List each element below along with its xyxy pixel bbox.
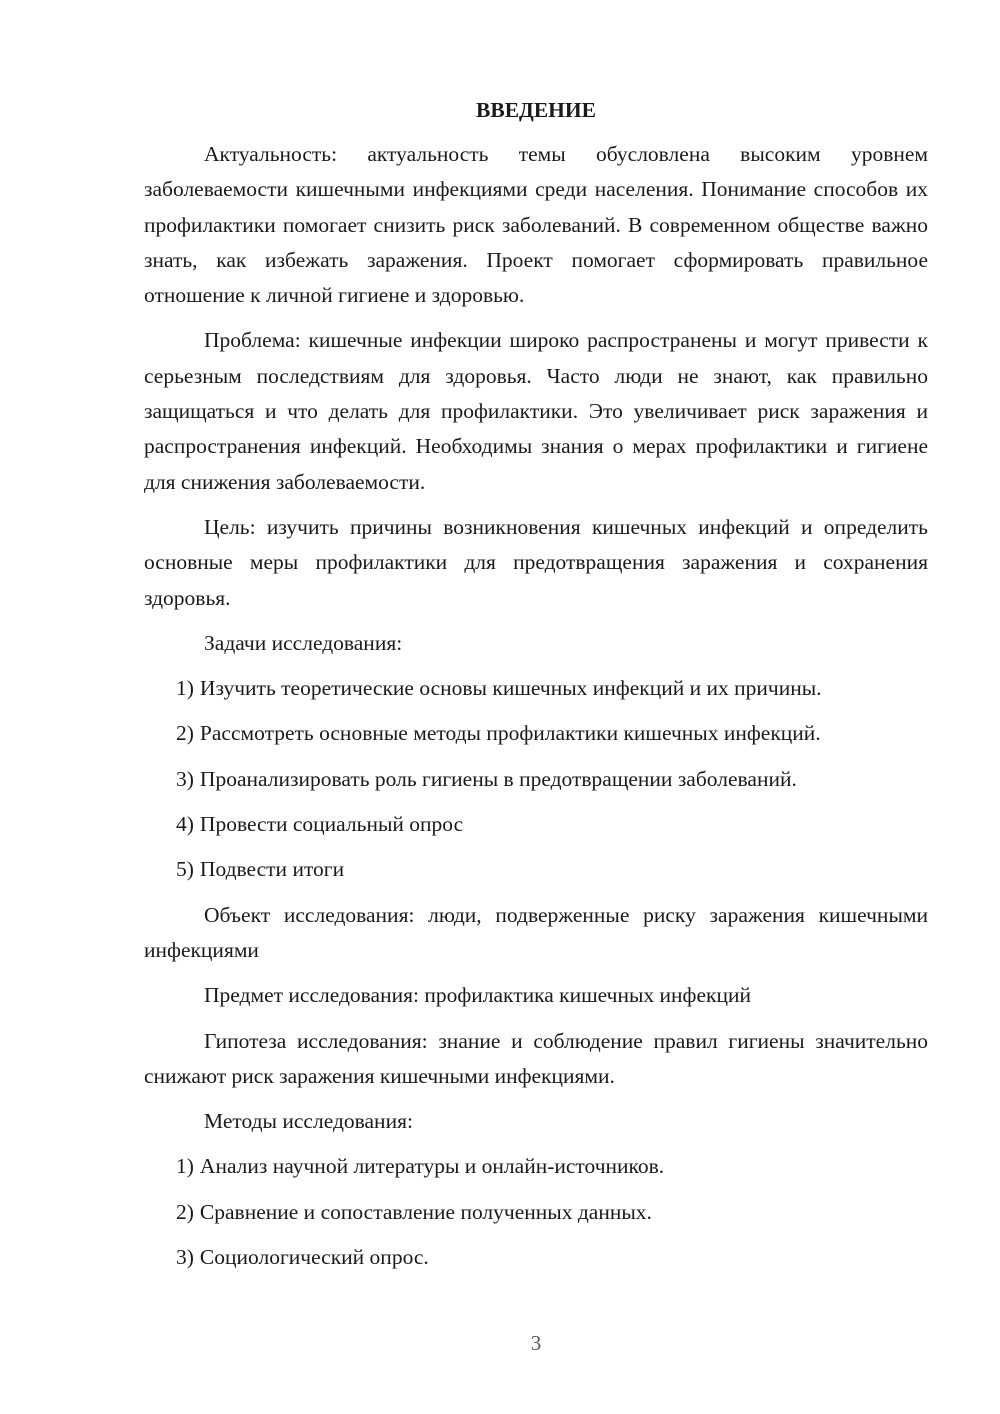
list-item-number: 3): [176, 766, 194, 791]
list-item-number: 2): [176, 1199, 194, 1224]
list-item: [144, 1195, 928, 1230]
list-item-text: Провести социальный опрос: [199, 812, 464, 837]
list-item-number: 1): [176, 676, 194, 701]
tasks-title: Задачи исследования:: [204, 630, 403, 655]
list-item: [144, 716, 928, 751]
list-item-text: Сравнение и сопоставление полученных данных.: [199, 1199, 652, 1224]
list-item-text: Анализ научной литературы и онлайн-источников.: [199, 1154, 665, 1179]
document-page: [144, 93, 928, 1285]
methods-list: [144, 1149, 928, 1275]
problem-paragraph: Проблема: кишечные инфекции широко распространены и могут привести к серьезным последствиям для здоровья. Часто люди не знают, как правильно защищаться и что делать для профилактики. Это увеличивает риск заражения и распространения инфекций. Необходимы знания о мерах профилактики и гигиене для снижения заболеваемости.: [144, 328, 928, 494]
methods-title: Методы исследования:: [204, 1109, 413, 1134]
page-title: ВВЕДЕНИЕ: [476, 98, 596, 122]
list-item-number: 5): [176, 857, 194, 882]
list-item-number: 4): [176, 812, 194, 837]
list-item: [144, 1240, 928, 1275]
goal-paragraph: Цель: изучить причины возникновения кишечных инфекций и определить основные меры профилактики для предотвращения заражения и сохранения здоровья.: [144, 514, 928, 610]
relevance-paragraph: Актуальность: актуальность темы обусловлена высоким уровнем заболеваемости кишечными инфекциями среди населения. Понимание способов их профилактики помогает снизить риск заболеваний. В современном обществе важно знать, как избежать заражения. Проект помогает сформировать правильное отношение к личной гигиене и здоровью.: [144, 142, 928, 308]
list-item-number: 1): [176, 1154, 194, 1179]
list-item-text: Изучить теоретические основы кишечных инфекций и их причины.: [199, 676, 822, 701]
list-item-text: Проанализировать роль гигиены в предотвращении заболеваний.: [199, 766, 797, 791]
hypothesis-paragraph: Гипотеза исследования: знание и соблюдение правил гигиены значительно снижают риск заражения кишечными инфекциями.: [144, 1028, 928, 1088]
list-item-text: Социологический опрос.: [199, 1245, 429, 1270]
page-number: 3: [530, 1331, 542, 1355]
object-paragraph: Объект исследования: люди, подверженные риску заражения кишечными инфекциями: [144, 902, 928, 962]
list-item: [144, 807, 928, 842]
list-item: [144, 1149, 928, 1184]
list-item-text: Рассмотреть основные методы профилактики кишечных инфекций.: [199, 721, 821, 746]
list-item: [144, 852, 928, 887]
list-item: [144, 762, 928, 797]
list-item-number: 3): [176, 1245, 194, 1270]
tasks-list: [144, 671, 928, 887]
list-item: [144, 671, 928, 706]
list-item-text: Подвести итоги: [199, 857, 345, 882]
subject-paragraph: Предмет исследования: профилактика кишечных инфекций: [204, 983, 751, 1008]
list-item-number: 2): [176, 721, 194, 746]
